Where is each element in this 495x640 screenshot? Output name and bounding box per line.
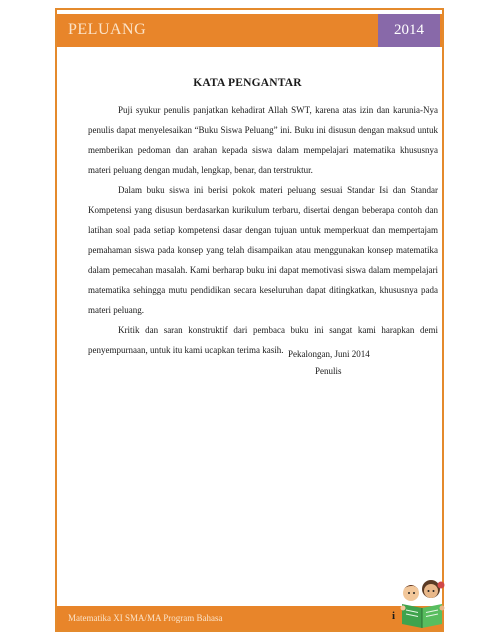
page-heading: KATA PENGANTAR [193, 77, 302, 89]
header-year-badge [378, 14, 440, 47]
body-text [88, 100, 438, 360]
closing-block [288, 346, 370, 380]
place-date: Pekalongan, Juni 2014 [288, 349, 370, 359]
header-title: PELUANG [68, 21, 147, 38]
page-number: i [392, 610, 396, 622]
paragraph: Kritik dan saran konstruktif dari pembaca buku ini sangat kami harapkan demi penyempurnaan, untuk itu kami ucapkan terima kasih. [88, 325, 438, 355]
header-year: 2014 [394, 22, 424, 38]
kids-reading-book-icon [398, 574, 448, 632]
paragraph: Dalam buku siswa ini berisi pokok materi peluang sesuai Standar Isi dan Standar Kompetensi yang disusun berdasarkan kurikulum terbaru, disertai dengan beberapa contoh dan latihan soal pada setiap kompetensi dasar dengan tujuan untuk memperkuat dan mempertajam pemahaman siswa pada konsep yang telah disampaikan atau menggunakan konsep matematika dalam pemecahan masalah. Kami berharap buku ini dapat memotivasi siswa dalam mempelajari matematika sehingga mutu pendidikan secara keseluruhan dapat ditingkatkan, khususnya pada materi peluang. [88, 185, 438, 315]
footer-text: Matematika XI SMA/MA Program Bahasa [68, 613, 223, 623]
paragraph: Puji syukur penulis panjatkan kehadirat Allah SWT, karena atas izin dan karunia-Nya penulis dapat menyelesaikan “Buku Siswa Peluang” ini. Buku ini disusun dengan maksud untuk memberikan pedoman dan arahan kepada siswa dalam mempelajari matematika khususnya materi peluang dengan mudah, lengkap, benar, dan terstruktur. [88, 105, 438, 175]
signer: Penulis [315, 366, 342, 376]
